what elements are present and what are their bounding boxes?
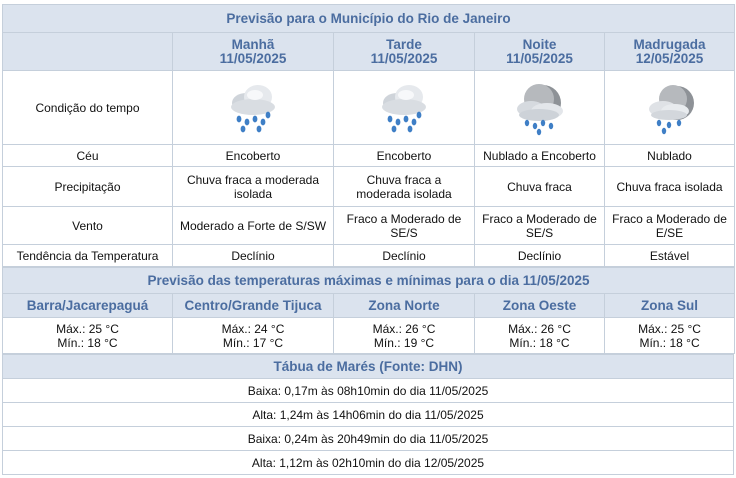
- header-blank: [3, 33, 173, 71]
- condition-cell: [475, 71, 605, 145]
- moon-rain-cloud-icon: [639, 77, 701, 139]
- row-label-ceu: Céu: [3, 145, 173, 167]
- row-label-condicao: Condição do tempo: [3, 71, 173, 145]
- vento-cell: Fraco a Moderado de SE/S: [334, 207, 475, 245]
- min-temp: Mín.: 18 °C: [57, 335, 118, 350]
- precip-cell: Chuva fraca isolada: [605, 167, 735, 207]
- tides-title: Tábua de Marés (Fonte: DHN): [3, 355, 734, 379]
- temperatures-title: Previsão das temperaturas máximas e mínimas para o dia 11/05/2025: [3, 268, 735, 294]
- ceu-cell: Encoberto: [334, 145, 475, 167]
- condition-cell: [605, 71, 735, 145]
- max-temp: Máx.: 24 °C: [221, 321, 285, 336]
- rain-cloud-icon: [373, 77, 435, 139]
- ceu-cell: Nublado a Encoberto: [475, 145, 605, 167]
- condition-cell: [334, 71, 475, 145]
- precip-cell: Chuva fraca a moderada isolada: [173, 167, 334, 207]
- min-temp: Mín.: 19 °C: [373, 335, 435, 350]
- rain-cloud-icon: [222, 77, 284, 139]
- period-header-tarde: Tarde 11/05/2025: [334, 33, 475, 71]
- tides-table: [2, 354, 734, 475]
- tide-row: Baixa: 0,24m às 20h49min do dia 11/05/2025: [3, 427, 734, 451]
- zone-header-centro: Centro/Grande Tijuca: [173, 294, 334, 318]
- zone-temps-cell: [3, 318, 173, 354]
- temperature-table: [2, 267, 735, 354]
- precip-cell: Chuva fraca a moderada isolada: [334, 167, 475, 207]
- ceu-cell: Encoberto: [173, 145, 334, 167]
- vento-cell: Fraco a Moderado de SE/S: [475, 207, 605, 245]
- max-temp: Máx.: 25 °C: [56, 321, 119, 336]
- tide-row: Alta: 1,12m às 02h10min do dia 12/05/2025: [3, 451, 734, 475]
- tide-row: Alta: 1,24m às 14h06min do dia 11/05/2025: [3, 403, 734, 427]
- vento-cell: Moderado a Forte de S/SW: [173, 207, 334, 245]
- tide-row: Baixa: 0,17m às 08h10min do dia 11/05/2025: [3, 379, 734, 403]
- moon-rain-cloud-icon: [509, 77, 571, 139]
- zone-temps-cell: [334, 318, 475, 354]
- tendencia-cell: Declínio: [334, 245, 475, 267]
- period-header-madrugada: Madrugada 12/05/2025: [605, 33, 735, 71]
- zone-temps-cell: [605, 318, 735, 354]
- row-label-precipitacao: Precipitação: [3, 167, 173, 207]
- vento-cell: Fraco a Moderado de E/SE: [605, 207, 735, 245]
- zone-header-norte: Zona Norte: [334, 294, 475, 318]
- period-header-noite: Noite 11/05/2025: [475, 33, 605, 71]
- min-temp: Mín.: 18 °C: [639, 335, 700, 350]
- min-temp: Mín.: 17 °C: [222, 335, 284, 350]
- forecast-panel: [2, 4, 734, 475]
- row-label-vento: Vento: [3, 207, 173, 245]
- tendencia-cell: Estável: [605, 245, 735, 267]
- period-header-manha: Manhã 11/05/2025: [173, 33, 334, 71]
- zone-temps-cell: [173, 318, 334, 354]
- zone-temps-cell: [475, 318, 605, 354]
- min-temp: Mín.: 18 °C: [509, 335, 570, 350]
- forecast-title: Previsão para o Município do Rio de Janeiro: [3, 5, 735, 33]
- max-temp: Máx.: 26 °C: [508, 321, 571, 336]
- forecast-table: [2, 4, 735, 267]
- condition-cell: [173, 71, 334, 145]
- zone-header-barra: Barra/Jacarepaguá: [3, 294, 173, 318]
- tendencia-cell: Declínio: [475, 245, 605, 267]
- max-temp: Máx.: 25 °C: [638, 321, 701, 336]
- ceu-cell: Nublado: [605, 145, 735, 167]
- precip-cell: Chuva fraca: [475, 167, 605, 207]
- zone-header-oeste: Zona Oeste: [475, 294, 605, 318]
- row-label-tendencia: Tendência da Temperatura: [3, 245, 173, 267]
- zone-header-sul: Zona Sul: [605, 294, 735, 318]
- tendencia-cell: Declínio: [173, 245, 334, 267]
- max-temp: Máx.: 26 °C: [372, 321, 436, 336]
